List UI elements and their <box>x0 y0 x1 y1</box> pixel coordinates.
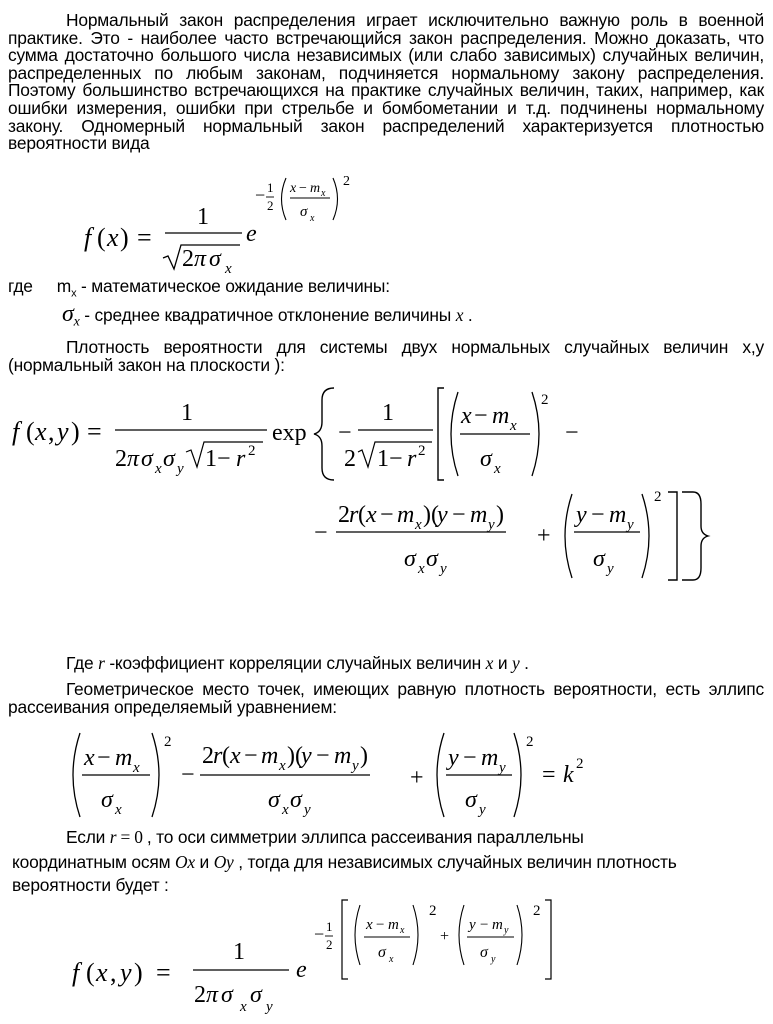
svg-text:π: π <box>194 246 207 272</box>
svg-text:(: ( <box>86 958 95 987</box>
formula-ellipse <box>0 725 773 825</box>
svg-text:x: x <box>35 417 47 446</box>
svg-text:x: x <box>115 802 122 818</box>
svg-text:x: x <box>366 917 373 933</box>
formula-normal-2d <box>0 380 773 590</box>
svg-text:r: r <box>349 502 359 528</box>
r-and: и <box>493 653 512 673</box>
independent-line-3 <box>12 876 169 895</box>
where-label: где <box>8 276 33 296</box>
svg-text:y: y <box>352 758 359 774</box>
svg-text:=: = <box>87 417 102 446</box>
svg-text:y: y <box>301 743 312 769</box>
svg-text:x: x <box>494 461 501 477</box>
p4-r-var: r <box>109 827 117 847</box>
svg-text:−: − <box>314 520 328 546</box>
intro-paragraph: Нормальный закон распределения играет исключительно важную роль в военной практике. Это - наиболее часто встречающийся закон распределения. Можно доказать, что сумма достаточно большого числа независимых (или слабо зависимых) случайных величин, распределенных по любым законам, подчиняется нормальному закону распределения. Поэтому большинство встречающихся на практике случайных величин, таких, например, как ошибки измерения, ошибки при стрельбе и бомбометании и т.д. подчинены нормальному закону. Одномерный нормальный закон распределений характеризуется плотностью вероятности вида <box>8 10 764 154</box>
svg-text:1: 1 <box>197 204 209 230</box>
svg-text:f: f <box>84 223 92 252</box>
svg-text:y: y <box>488 517 495 533</box>
svg-text:σ: σ <box>290 787 302 813</box>
svg-text:m: m <box>492 917 503 933</box>
sigma-end: . <box>463 305 473 325</box>
svg-text:y: y <box>627 517 634 533</box>
svg-text:σ: σ <box>300 204 308 220</box>
sigma-var: x <box>455 305 464 325</box>
svg-text:y: y <box>437 502 448 528</box>
p4-b: , то оси симметрии эллипса рассеивания параллельны <box>146 827 584 847</box>
svg-text:)(: )( <box>423 502 439 528</box>
svg-text:x: x <box>84 745 95 771</box>
svg-text:x: x <box>415 517 422 533</box>
p4-oy: Oy <box>213 852 234 872</box>
svg-text:x: x <box>282 802 289 818</box>
svg-text:x: x <box>321 188 326 199</box>
r-y-var: y <box>511 653 520 673</box>
svg-text:r: r <box>236 446 246 472</box>
svg-text:e: e <box>296 957 307 983</box>
svg-text:m: m <box>492 403 510 429</box>
bivariate-intro-paragraph: Плотность вероятности для системы двух нормальных случайных величин x,y (нормальный закон на плоскости ): <box>8 337 764 375</box>
svg-text:2: 2 <box>541 392 549 408</box>
p4-d: , тогда для независимых случайных величин плотность <box>233 852 677 872</box>
svg-text:1: 1 <box>267 180 274 195</box>
svg-text:=: = <box>156 958 171 987</box>
svg-text:σ: σ <box>221 982 233 1008</box>
svg-text:σ: σ <box>268 787 280 813</box>
svg-text:σ: σ <box>426 546 438 572</box>
svg-text:2: 2 <box>429 903 437 919</box>
formula-independent-2d <box>0 895 773 1024</box>
svg-text:−: − <box>181 762 195 788</box>
svg-text:x: x <box>366 502 377 528</box>
svg-text:1: 1 <box>181 400 193 426</box>
svg-text:−: − <box>565 420 579 446</box>
r-end: . <box>519 653 529 673</box>
svg-text:1: 1 <box>205 446 217 472</box>
svg-text:2: 2 <box>526 734 534 750</box>
svg-text:x: x <box>96 958 108 987</box>
svg-text:=: = <box>542 762 556 788</box>
svg-text:x: x <box>510 418 517 434</box>
svg-text:m: m <box>388 917 399 933</box>
svg-text:2: 2 <box>344 446 356 472</box>
p4-and: и <box>194 852 214 872</box>
svg-text:x: x <box>133 760 140 776</box>
svg-text:y: y <box>576 502 587 528</box>
svg-text:+: + <box>410 765 424 791</box>
mx-symbol: m <box>56 276 72 296</box>
where-mx-line <box>8 277 390 303</box>
svg-text:−: − <box>452 502 466 528</box>
r-x-var: x <box>485 653 494 673</box>
p4-e: вероятности будет : <box>12 875 169 895</box>
svg-text:−: − <box>591 502 605 528</box>
svg-text:r: r <box>213 743 223 769</box>
svg-text:x: x <box>230 743 241 769</box>
svg-text:x: x <box>155 461 162 477</box>
svg-text:y: y <box>479 802 486 818</box>
svg-text:m: m <box>481 745 499 771</box>
svg-text:x: x <box>461 403 472 429</box>
svg-text:y: y <box>120 958 132 987</box>
svg-text:σ: σ <box>465 787 477 813</box>
svg-text:π: π <box>206 982 219 1008</box>
sigma-description: - среднее квадратичное отклонение величины <box>79 305 456 325</box>
svg-text:1: 1 <box>233 939 245 965</box>
svg-text:−: − <box>380 502 394 528</box>
svg-text:(: ( <box>26 417 35 446</box>
mx-description: - математическое ожидание величины: <box>76 276 390 296</box>
svg-text:)(: )( <box>287 743 303 769</box>
svg-text:x: x <box>225 261 232 277</box>
svg-text:−: − <box>299 181 307 196</box>
svg-text:(: ( <box>97 223 106 252</box>
svg-text:2: 2 <box>654 489 662 505</box>
mx-sub: x <box>71 287 77 300</box>
svg-text:m: m <box>397 502 415 528</box>
svg-text:1: 1 <box>326 919 333 934</box>
svg-text:σ: σ <box>480 944 488 961</box>
svg-text:x: x <box>389 954 394 965</box>
svg-text:y: y <box>491 954 496 965</box>
svg-text:y: y <box>57 417 69 446</box>
svg-text:(: ( <box>222 743 230 769</box>
svg-text:m: m <box>609 502 627 528</box>
svg-text:m: m <box>334 743 352 769</box>
svg-text:2: 2 <box>338 502 350 528</box>
svg-text:2: 2 <box>248 443 256 459</box>
svg-text:x: x <box>240 999 247 1015</box>
svg-text:2: 2 <box>533 903 541 919</box>
svg-text:y: y <box>504 925 509 936</box>
svg-text:f: f <box>12 417 20 446</box>
svg-text:2: 2 <box>202 743 214 769</box>
svg-text:−: − <box>217 446 231 472</box>
svg-text:): ) <box>71 417 80 446</box>
svg-text:2: 2 <box>182 246 194 272</box>
svg-text:e: e <box>246 221 257 247</box>
svg-text:f: f <box>72 958 80 987</box>
svg-text:m: m <box>261 743 279 769</box>
p4-c: координатным осям <box>12 852 176 872</box>
sigma-line <box>62 301 473 331</box>
svg-text:−: − <box>97 745 111 771</box>
svg-text:σ: σ <box>209 246 221 272</box>
svg-text:): ) <box>134 958 143 987</box>
svg-text:2: 2 <box>267 198 274 213</box>
svg-text:): ) <box>120 223 129 252</box>
svg-text:σ: σ <box>141 446 153 472</box>
svg-text:y: y <box>448 745 459 771</box>
svg-text:2: 2 <box>343 174 350 189</box>
r-var: r <box>98 653 105 673</box>
svg-text:1: 1 <box>377 446 389 472</box>
p4-ox: Ox <box>175 852 195 872</box>
svg-text:y: y <box>499 760 506 776</box>
svg-text:y: y <box>607 561 614 577</box>
svg-text:y: y <box>266 999 273 1015</box>
r-prefix: Где <box>66 653 99 673</box>
svg-text:x: x <box>400 925 405 936</box>
svg-text:m: m <box>470 502 488 528</box>
svg-text:x: x <box>418 561 425 577</box>
svg-text:σ: σ <box>250 982 262 1008</box>
svg-text:r: r <box>407 446 417 472</box>
svg-text:−: − <box>255 185 266 205</box>
svg-text:k: k <box>563 762 574 788</box>
svg-text:π: π <box>127 446 140 472</box>
sigma-symbol: σ <box>62 301 74 327</box>
svg-text:2: 2 <box>194 982 206 1008</box>
p4-a: Если <box>66 827 110 847</box>
svg-text:=: = <box>137 223 152 252</box>
svg-text:2: 2 <box>115 446 127 472</box>
svg-text:σ: σ <box>378 944 386 961</box>
svg-text:2: 2 <box>418 443 426 459</box>
svg-text:y: y <box>304 802 311 818</box>
svg-text:+: + <box>440 928 450 945</box>
svg-text:): ) <box>360 743 368 769</box>
svg-text:−: − <box>314 924 325 944</box>
svg-text:exp: exp <box>272 420 307 446</box>
svg-text:−: − <box>376 917 385 933</box>
svg-text:y: y <box>440 561 447 577</box>
svg-text:x: x <box>310 213 315 224</box>
ellipse-paragraph: Геометрическое место точек, имеющих равную плотность вероятности, есть эллипс рассеивания определяемый уравнением: <box>8 679 764 717</box>
formula-normal-1d <box>80 170 380 275</box>
svg-text:−: − <box>463 745 477 771</box>
svg-text:−: − <box>316 743 330 769</box>
svg-text:y: y <box>177 461 184 477</box>
svg-text:σ: σ <box>101 787 113 813</box>
svg-text:σ: σ <box>404 546 416 572</box>
r-description: -коэффициент корреляции случайных величин <box>104 653 486 673</box>
svg-text:−: − <box>244 743 258 769</box>
svg-text:m: m <box>310 181 321 196</box>
svg-text:x: x <box>107 223 119 252</box>
svg-text:x: x <box>290 181 297 196</box>
svg-text:−: − <box>389 446 403 472</box>
sigma-sub: x <box>73 314 80 330</box>
svg-text:2: 2 <box>326 937 333 952</box>
svg-text:m: m <box>115 745 133 771</box>
svg-text:x: x <box>279 758 286 774</box>
svg-text:,: , <box>110 958 117 987</box>
svg-text:−: − <box>480 917 489 933</box>
svg-text:−: − <box>338 420 352 446</box>
svg-text:2: 2 <box>576 756 584 772</box>
svg-text:σ: σ <box>480 446 492 472</box>
svg-text:2: 2 <box>164 734 172 750</box>
independent-line-1 <box>66 828 584 847</box>
svg-text:): ) <box>496 502 504 528</box>
svg-text:σ: σ <box>163 446 175 472</box>
svg-text:−: − <box>474 403 488 429</box>
svg-text:,: , <box>48 417 55 446</box>
svg-text:σ: σ <box>593 546 605 572</box>
p4-eq: = 0 <box>116 827 147 847</box>
svg-text:1: 1 <box>382 400 394 426</box>
correlation-line <box>66 654 529 673</box>
svg-text:y: y <box>469 917 476 933</box>
svg-text:+: + <box>537 523 551 549</box>
svg-text:(: ( <box>358 502 366 528</box>
independent-line-2 <box>12 853 677 872</box>
